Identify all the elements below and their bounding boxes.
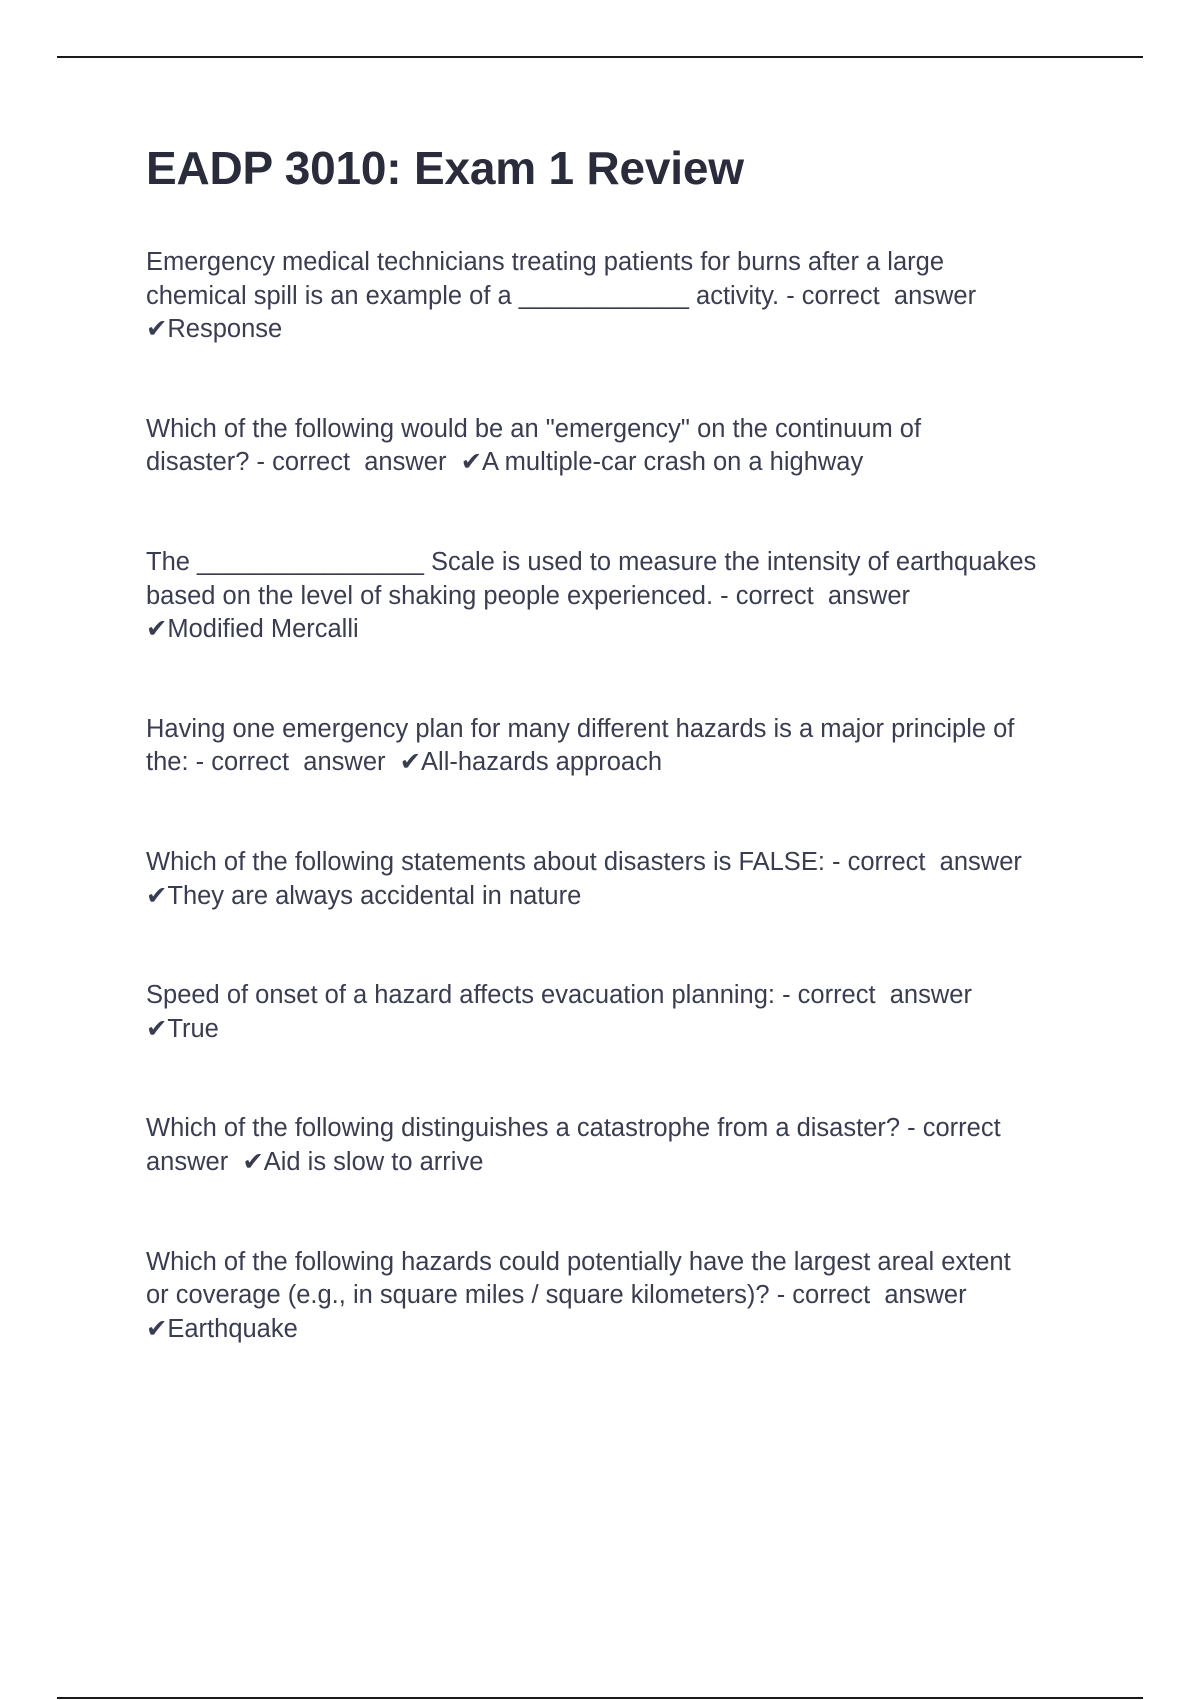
- qa-item-3: The ________________ Scale is used to measure the intensity of earthquakes based on the level of shaking people experienced. - correct answer ✔Modified Mercalli: [146, 547, 1037, 644]
- qa-item-1: Emergency medical technicians treating patients for burns after a large chemical spill is an example of a ____________ activity. - correct answer ✔Response: [146, 248, 977, 344]
- document-body: [146, 140, 1086, 1346]
- bottom-divider: [57, 1697, 1143, 1699]
- document-title: EADP 3010: Exam 1 Review: [146, 142, 744, 194]
- qa-item-5: Which of the following statements about disasters is FALSE: - correct answer ✔They are always accidental in nature: [146, 847, 1022, 910]
- qa-item-8: Which of the following hazards could potentially have the largest areal extent or coverage (e.g., in square miles / square kilometers)? - correct answer ✔Earthquake: [146, 1247, 1011, 1343]
- qa-item-2: Which of the following would be an "emergency" on the continuum of disaster? - correct answer ✔A multiple-car crash on a highway: [146, 414, 922, 477]
- qa-item-7: Which of the following distinguishes a catastrophe from a disaster? - correct answer ✔Aid is slow to arrive: [146, 1114, 1001, 1176]
- qa-item-4: Having one emergency plan for many different hazards is a major principle of the: - correct answer ✔All-hazards approach: [146, 714, 1015, 777]
- top-divider: [57, 56, 1143, 58]
- qa-item-6: Speed of onset of a hazard affects evacuation planning: - correct answer ✔True: [146, 981, 972, 1043]
